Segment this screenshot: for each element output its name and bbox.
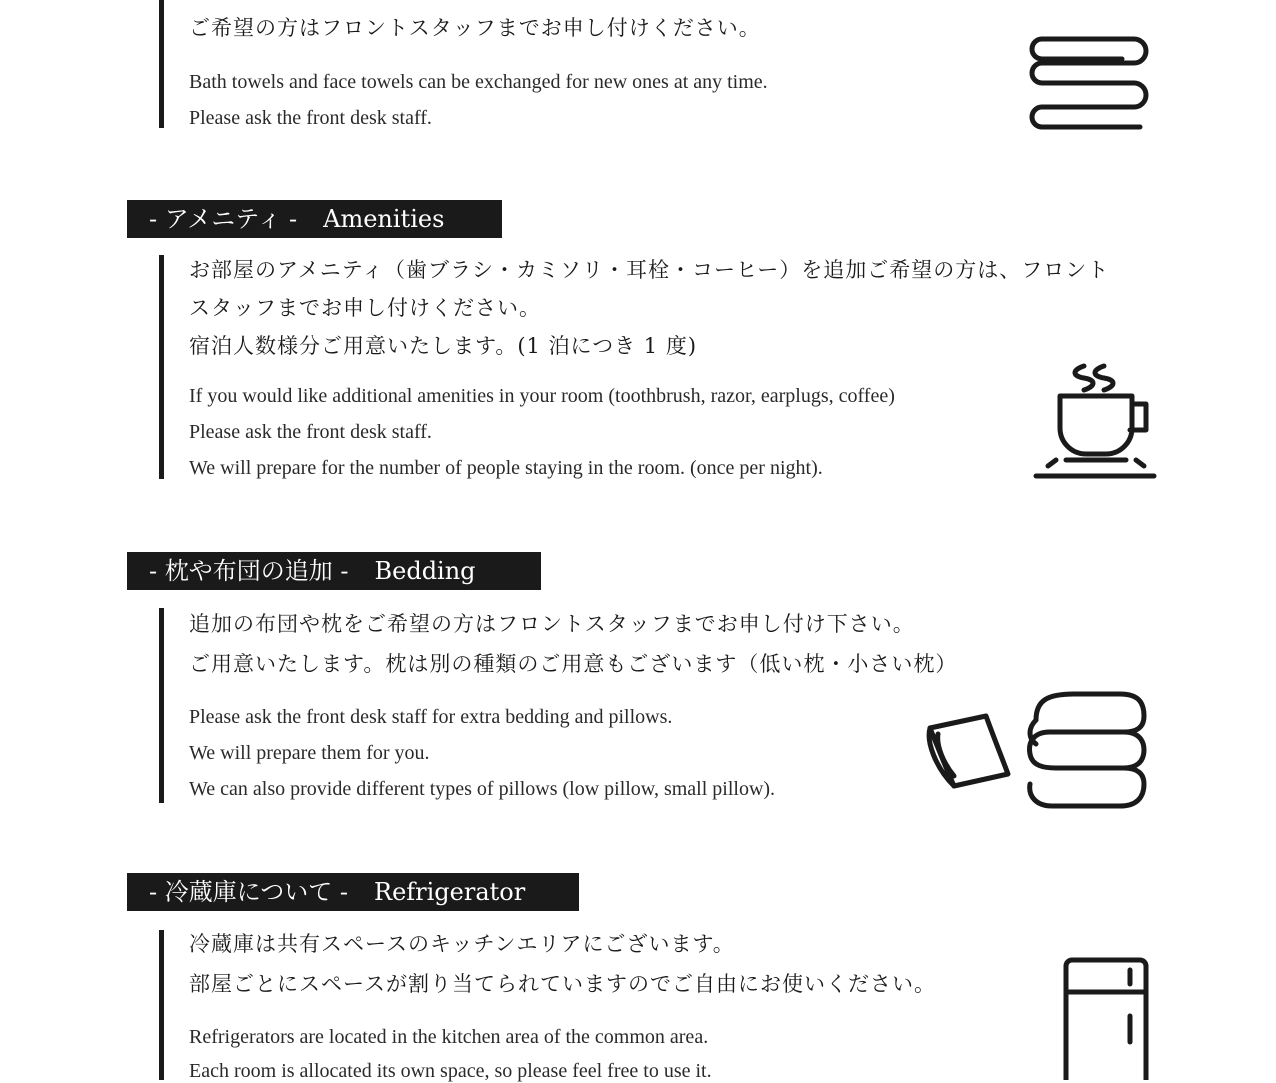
bedding-header-en: Bedding — [374, 557, 476, 585]
refrigerator-header — [127, 873, 579, 911]
refrigerator-en-line-1: Refrigerators are located in the kitchen area of the common area. — [189, 1026, 709, 1048]
amenities-jp-line-2: スタッフまでお申し付けください。 — [189, 296, 541, 320]
section-bar — [159, 608, 164, 803]
bedding-header-jp: - 枕や布団の追加 - — [149, 557, 349, 585]
bedding-jp-line-2: ご用意いたします。枕は別の種類のご用意もございます（低い枕・小さい枕） — [189, 652, 958, 676]
amenities-en-line-1: If you would like additional amenities in your room (toothbrush, razor, earplugs, coffee) — [189, 385, 895, 407]
refrigerator-icon — [1062, 956, 1152, 1080]
section-bar — [159, 930, 164, 1080]
bedding-jp-line-1: 追加の布団や枕をご希望の方はフロントスタッフまでお申し付け下さい。 — [189, 612, 915, 636]
towels-jp-line-1: ご希望の方はフロントスタッフまでお申し付けください。 — [189, 16, 761, 40]
amenities-header — [127, 200, 502, 238]
amenities-jp-line-3: 宿泊人数様分ご用意いたします。(1 泊につき 1 度) — [189, 334, 698, 358]
amenities-header-jp: - アメニティ - — [149, 205, 298, 233]
bedding-header — [127, 552, 541, 590]
towel-stack-icon — [1022, 34, 1152, 132]
bedding-en-line-1: Please ask the front desk staff for extra bedding and pillows. — [189, 706, 673, 728]
refrigerator-header-jp: - 冷蔵庫について - — [149, 878, 348, 906]
bedding-en-line-3: We can also provide different types of pillows (low pillow, small pillow). — [189, 778, 776, 800]
refrigerator-en-line-2: Each room is allocated its own space, so please feel free to use it. — [189, 1060, 712, 1082]
bedding-en-line-2: We will prepare them for you. — [189, 742, 430, 764]
amenities-en-line-3: We will prepare for the number of people staying in the room. (once per night). — [189, 457, 823, 479]
refrigerator-header-en: Refrigerator — [374, 878, 526, 906]
towels-en-line-2: Please ask the front desk staff. — [189, 107, 432, 129]
coffee-cup-icon — [1032, 358, 1158, 482]
amenities-header-en: Amenities — [323, 205, 445, 233]
section-bar — [159, 0, 164, 128]
section-bar — [159, 255, 164, 479]
pillow-futon-icon — [924, 688, 1154, 812]
amenities-jp-line-1: お部屋のアメニティ（歯ブラシ・カミソリ・耳栓・コーヒー）を追加ご希望の方は、フロント — [189, 258, 1110, 282]
amenities-en-line-2: Please ask the front desk staff. — [189, 421, 432, 443]
refrigerator-jp-line-1: 冷蔵庫は共有スペースのキッチンエリアにございます。 — [189, 932, 735, 956]
towels-en-line-1: Bath towels and face towels can be exchanged for new ones at any time. — [189, 71, 768, 93]
refrigerator-jp-line-2: 部屋ごとにスペースが割り当てられていますのでご自由にお使いください。 — [189, 972, 936, 996]
